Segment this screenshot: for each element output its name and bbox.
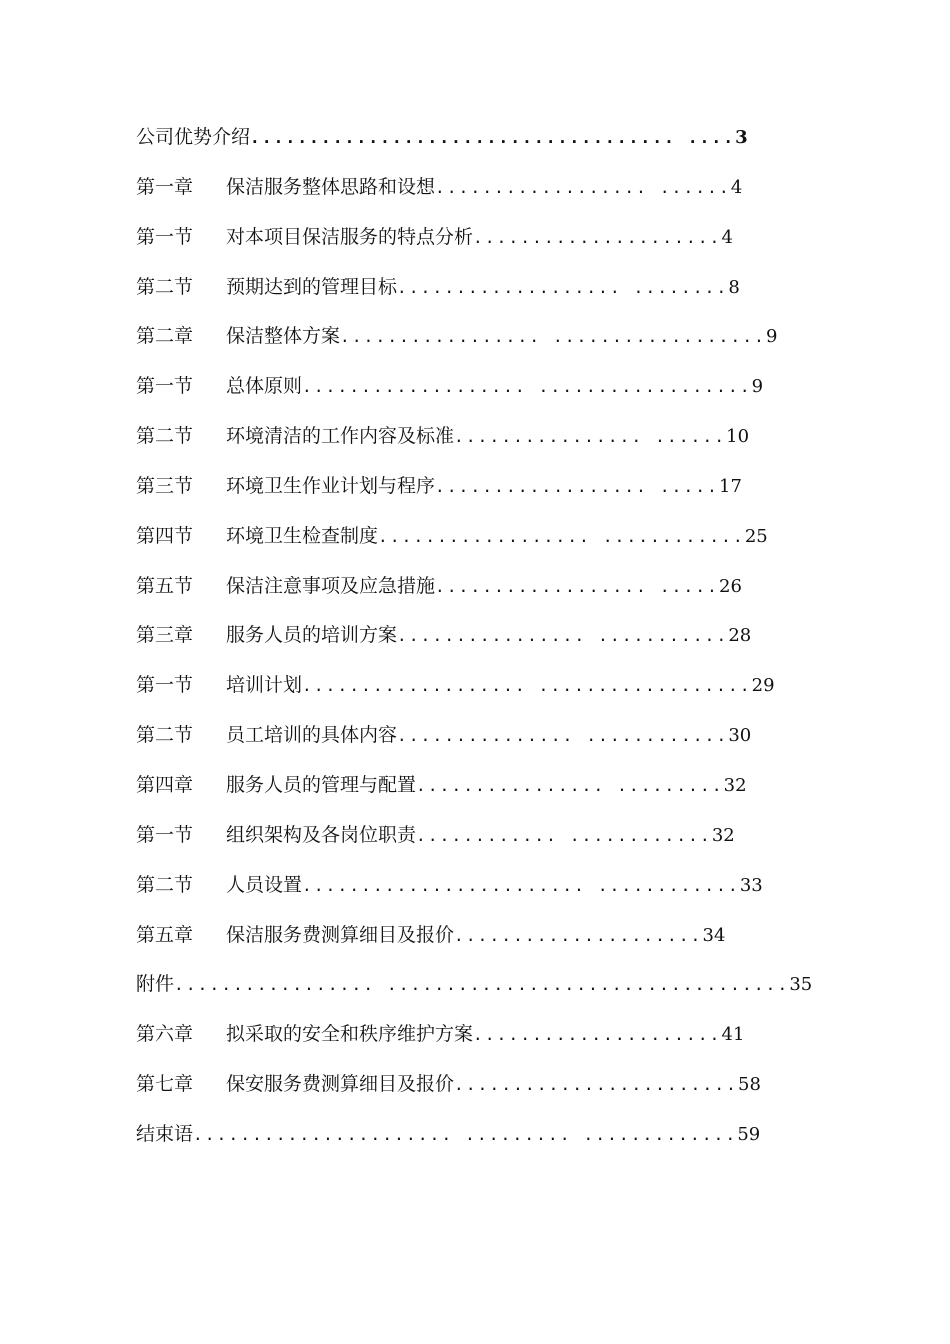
toc-entry-title: 员工培训的具体内容: [226, 724, 398, 747]
toc-entry-prefix: 第一节: [136, 225, 194, 248]
toc-entry[interactable]: [136, 711, 816, 761]
toc-entry-prefix: 第一章: [136, 175, 194, 198]
toc-entry-leader: ................... ..................: [302, 377, 752, 397]
toc-entry[interactable]: [136, 1010, 816, 1060]
toc-entry-prefix: 第二节: [136, 275, 194, 298]
toc-entry-page: 28: [728, 625, 752, 647]
toc-entry-title: 保洁注意事项及应急措施: [226, 574, 436, 597]
toc-entry-page: 25: [744, 525, 768, 547]
toc-entry-page: 34: [702, 924, 726, 946]
toc-entry-prefix: 第三节: [136, 474, 194, 497]
toc-entry-title: 预期达到的管理目标: [226, 275, 398, 298]
toc-entry[interactable]: [136, 113, 816, 163]
toc-entry-title: 总体原则: [226, 375, 303, 398]
toc-entry[interactable]: [136, 861, 816, 911]
toc-entry-title: 结束语: [136, 1122, 194, 1145]
toc-entry[interactable]: [136, 562, 816, 612]
toc-entry-title: 组织架构及各岗位职责: [226, 823, 417, 846]
toc-entry-leader: ................ ...........: [397, 626, 729, 646]
toc-entry-leader: ................... ........: [397, 277, 729, 297]
toc-entry-leader: .................. .....: [435, 476, 720, 496]
toc-entry[interactable]: [136, 1060, 816, 1110]
toc-entry-title: 保洁整体方案: [226, 325, 341, 348]
toc-entry-leader: ............ ............: [416, 825, 712, 845]
toc-entry-leader: .................. .....: [435, 576, 720, 596]
toc-entry[interactable]: [136, 611, 816, 661]
toc-entry-title: 保洁服务费测算细目及报价: [226, 923, 455, 946]
toc-entry[interactable]: [136, 312, 816, 362]
toc-entry-leader: ................... ..................: [302, 676, 752, 696]
toc-entry-title: 人员设置: [226, 873, 303, 896]
toc-entry-page: 4: [730, 176, 743, 198]
toc-entry-page: 35: [789, 974, 813, 996]
toc-entry-page: 26: [719, 575, 742, 597]
toc-entry-prefix: 第一节: [136, 375, 194, 398]
toc-entry-page: 59: [737, 1123, 761, 1145]
toc-entry-prefix: 第一节: [136, 674, 194, 697]
toc-entry[interactable]: [136, 1110, 816, 1160]
toc-entry-title: 培训计划: [226, 674, 303, 697]
table-of-contents: [136, 113, 816, 1160]
toc-entry-title: 服务人员的管理与配置: [226, 773, 417, 796]
toc-entry-leader: .....................: [454, 925, 703, 945]
toc-entry-leader: .....................: [473, 227, 722, 247]
toc-entry-leader: .................................... ....: [250, 128, 736, 147]
toc-entry-leader: .....................: [473, 1025, 722, 1045]
toc-entry[interactable]: [136, 960, 816, 1010]
toc-entry-leader: ............... ............: [397, 726, 729, 746]
toc-entry-page: 9: [751, 376, 764, 398]
toc-entry-prefix: 第五章: [136, 923, 194, 946]
toc-entry[interactable]: [136, 362, 816, 412]
toc-entry-leader: ................ ......: [454, 427, 727, 447]
toc-entry-leader: ...................... ......... .............: [193, 1124, 738, 1144]
toc-entry[interactable]: [136, 761, 816, 811]
toc-entry-leader: .................. ............: [378, 526, 745, 546]
toc-entry-page: 10: [726, 426, 750, 448]
toc-entry-page: 8: [728, 276, 740, 298]
toc-entry-page: 9: [766, 326, 778, 348]
toc-entry-title: 保洁服务整体思路和设想: [226, 175, 436, 198]
toc-entry-title: 环境清洁的工作内容及标准: [226, 425, 455, 448]
toc-entry-prefix: 第四节: [136, 524, 194, 547]
toc-entry-prefix: 第二节: [136, 873, 194, 896]
toc-entry-leader: ................. ..................................: [174, 975, 790, 995]
toc-entry-prefix: 第六章: [136, 1023, 194, 1046]
toc-entry-title: 服务人员的培训方案: [226, 624, 398, 647]
toc-entry-title: 对本项目保洁服务的特点分析: [226, 225, 474, 248]
toc-entry[interactable]: [136, 811, 816, 861]
toc-entry-prefix: 第三章: [136, 624, 194, 647]
toc-entry-page: 58: [738, 1074, 761, 1096]
toc-entry-page: 32: [711, 824, 735, 846]
toc-entry[interactable]: [136, 512, 816, 562]
toc-entry-prefix: 第二节: [136, 425, 194, 448]
toc-entry[interactable]: [136, 412, 816, 462]
toc-entry[interactable]: [136, 661, 816, 711]
toc-entry-prefix: 第二节: [136, 724, 194, 747]
toc-entry-page: 32: [723, 774, 747, 796]
toc-entry-page: 4: [721, 226, 733, 248]
toc-entry[interactable]: [136, 213, 816, 263]
toc-entry[interactable]: [136, 163, 816, 213]
toc-entry-page: 29: [751, 675, 775, 697]
toc-entry-title: 附件: [136, 973, 175, 996]
toc-entry[interactable]: [136, 462, 816, 512]
toc-entry-prefix: 第五节: [136, 574, 194, 597]
toc-entry-page: 3: [735, 127, 748, 148]
toc-entry-prefix: 第二章: [136, 325, 194, 348]
toc-entry-leader: .................. ......: [435, 177, 731, 197]
toc-entry-prefix: 第七章: [136, 1073, 194, 1096]
toc-entry-page: 41: [721, 1024, 745, 1046]
toc-entry-prefix: 第四章: [136, 773, 194, 796]
toc-entry-title: 环境卫生作业计划与程序: [226, 474, 436, 497]
toc-entry-page: 30: [728, 725, 752, 747]
toc-entry[interactable]: [136, 263, 816, 313]
toc-entry-title: 拟采取的安全和秩序维护方案: [226, 1023, 474, 1046]
toc-entry-page: 17: [719, 475, 742, 497]
toc-entry-leader: ........................: [454, 1075, 739, 1095]
toc-entry-page: 33: [739, 874, 763, 896]
toc-entry[interactable]: [136, 911, 816, 961]
toc-entry-leader: ................. ..................: [340, 327, 766, 347]
toc-entry-title: 保安服务费测算细目及报价: [226, 1073, 455, 1096]
toc-entry-leader: ........................ ............: [302, 875, 740, 895]
toc-entry-leader: ................ .........: [416, 775, 724, 795]
toc-entry-title: 公司优势介绍: [136, 126, 251, 148]
toc-entry-title: 环境卫生检查制度: [226, 524, 379, 547]
toc-entry-prefix: 第一节: [136, 823, 194, 846]
